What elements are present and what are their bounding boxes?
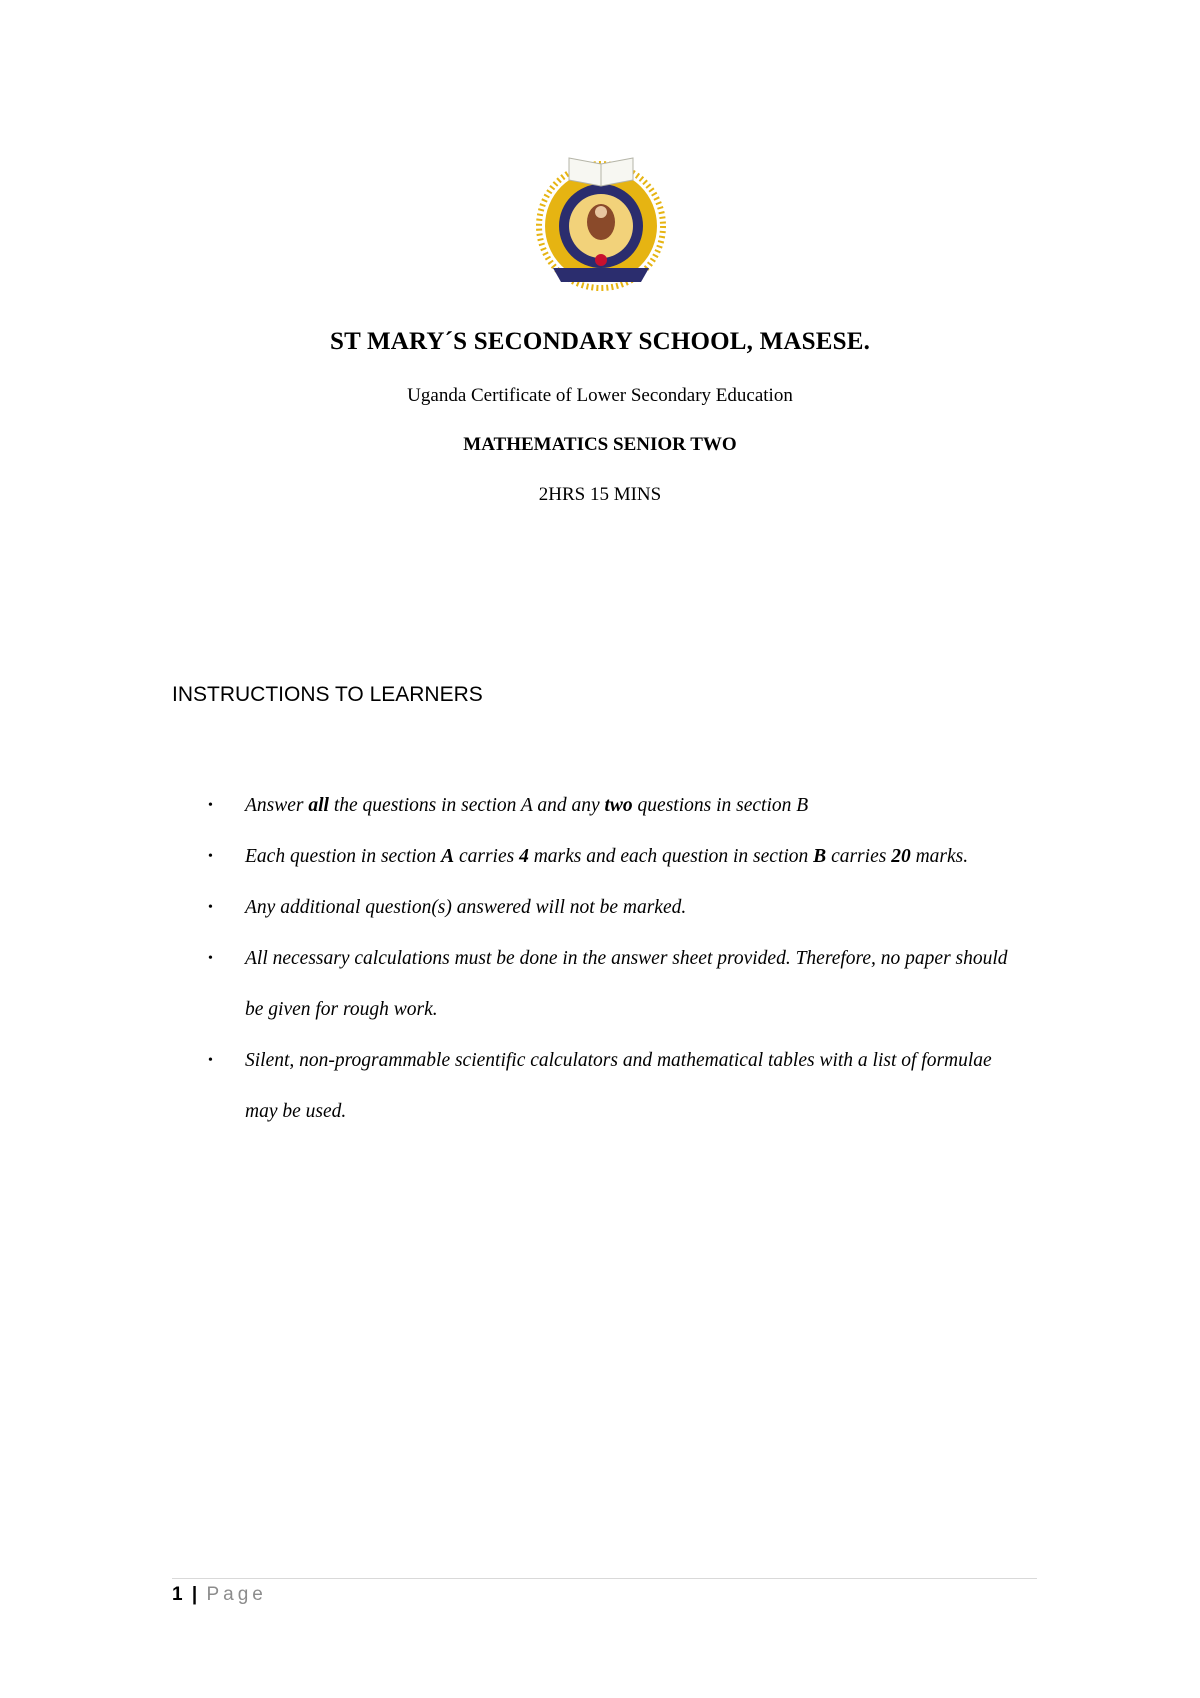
bullet-icon: • — [208, 798, 213, 813]
bullet-icon: • — [208, 849, 213, 864]
instruction-text: carries — [454, 846, 520, 867]
instruction-emphasis: A — [441, 846, 455, 867]
bullet-icon: • — [208, 1053, 213, 1068]
instructions-heading: INSTRUCTIONS TO LEARNERS — [172, 683, 483, 706]
instruction-text: carries — [826, 846, 892, 867]
school-crest-icon — [531, 150, 671, 292]
footer-separator: | — [191, 1584, 198, 1605]
instruction-item — [200, 831, 1020, 882]
school-logo — [531, 150, 671, 292]
instruction-text: Answer — [245, 795, 309, 816]
madonna-face-icon — [595, 206, 607, 218]
page-number: 1 — [172, 1584, 183, 1605]
instruction-text: marks and each question in section — [528, 846, 814, 867]
instruction-item — [200, 882, 1020, 933]
instruction-item — [200, 933, 1020, 1035]
instruction-emphasis: all — [308, 795, 329, 816]
footer-divider — [172, 1578, 1037, 1579]
bullet-icon: • — [208, 900, 213, 915]
instruction-emphasis: B — [813, 846, 827, 867]
instruction-text: marks. — [910, 846, 969, 867]
instruction-text: questions in section B — [632, 795, 809, 816]
subject-title: MATHEMATICS SENIOR TWO — [463, 434, 737, 455]
page-footer — [172, 1584, 267, 1606]
page-label: Page — [206, 1584, 267, 1605]
instruction-emphasis: 20 — [891, 846, 911, 867]
logo-red-dot-icon — [595, 254, 607, 266]
instruction-text: Any additional question(s) answered will not be marked. — [245, 897, 687, 918]
bullet-icon: • — [208, 951, 213, 966]
certificate-title: Uganda Certificate of Lower Secondary Education — [407, 385, 793, 406]
instructions-list — [200, 780, 1020, 1137]
school-name: ST MARY´S SECONDARY SCHOOL, MASESE. — [329, 328, 871, 355]
instruction-emphasis: two — [604, 795, 633, 816]
instruction-text: Each question in section — [245, 846, 442, 867]
instruction-text: All necessary calculations must be done in the answer sheet provided. Therefore, no paper should be given for rough work. — [245, 948, 1008, 1020]
instruction-text: the questions in section A and any — [328, 795, 605, 816]
instruction-item — [200, 780, 1020, 831]
instruction-item — [200, 1035, 1020, 1137]
instruction-text: Silent, non-programmable scientific calculators and mathematical tables with a list of formulae may be used. — [245, 1050, 992, 1122]
exam-duration: 2HRS 15 MINS — [538, 484, 662, 505]
instruction-emphasis: 4 — [519, 846, 529, 867]
logo-banner-icon — [553, 268, 649, 282]
